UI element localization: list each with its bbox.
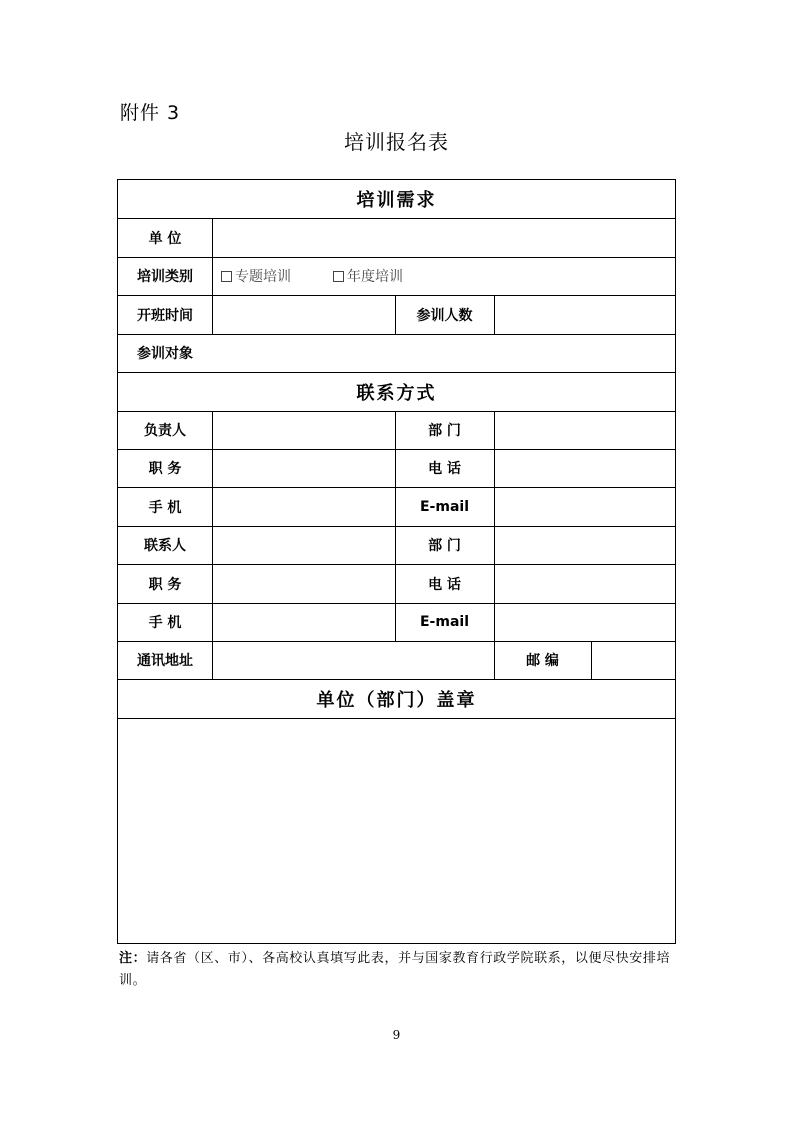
phone-label: 电 话: [428, 461, 461, 477]
contact-person-label: 联系人: [144, 538, 186, 554]
category-options: [221, 257, 661, 295]
start-time-field[interactable]: [213, 296, 394, 333]
option-annual-training[interactable]: [333, 266, 403, 286]
target-label: 参训对象: [137, 346, 193, 362]
category-label: 培训类别: [137, 269, 193, 285]
participants-label: 参训人数: [416, 307, 473, 324]
contact-email-label: E-mail: [419, 614, 469, 630]
contact-mobile-label: 手 机: [148, 615, 182, 631]
participants-field[interactable]: [495, 296, 675, 333]
contact-phone-label: 电 话: [428, 576, 461, 593]
target-field[interactable]: [213, 335, 675, 371]
postcode-label: 邮 编: [526, 653, 559, 669]
option-label: 专题培训: [235, 269, 291, 285]
contact-person-field[interactable]: [213, 527, 394, 563]
form-title: 培训报名表: [344, 130, 449, 154]
mobile-label: 手 机: [148, 499, 182, 516]
seal-area[interactable]: [118, 719, 675, 943]
contact-department-field[interactable]: [495, 527, 675, 563]
phone-field[interactable]: [495, 450, 675, 486]
email-label: E-mail: [419, 498, 469, 515]
note-label: 注：: [119, 951, 147, 966]
attachment-label: 附件 3: [120, 102, 181, 124]
contact-mobile-field[interactable]: [213, 604, 394, 640]
footnote: [119, 948, 676, 992]
option-special-training[interactable]: [221, 266, 291, 286]
contact-department-label: 部 门: [428, 538, 461, 554]
address-label: 通讯地址: [137, 653, 193, 669]
department-label: 部 门: [428, 423, 461, 439]
note-text: 请各省（区、市）、各高校认真填写此表，并与国家教育行政学院联系，以便尽快安排培训。: [119, 951, 671, 988]
registration-form: [117, 179, 676, 944]
person-in-charge-field[interactable]: [213, 412, 394, 448]
contact-phone-field[interactable]: [495, 565, 675, 602]
person-in-charge-label: 负责人: [144, 423, 186, 439]
mobile-field[interactable]: [213, 488, 394, 525]
address-field[interactable]: [213, 642, 493, 678]
position-field[interactable]: [213, 450, 394, 486]
checkbox-icon[interactable]: [333, 271, 344, 282]
postcode-field[interactable]: [592, 642, 675, 678]
unit-field[interactable]: [213, 219, 675, 256]
option-label: 年度培训: [347, 269, 403, 285]
email-field[interactable]: [495, 488, 675, 525]
section-training-needs: 培训需求: [356, 190, 437, 211]
unit-label: 单 位: [148, 230, 182, 247]
contact-position-field[interactable]: [213, 565, 394, 602]
position-label: 职 务: [148, 461, 182, 477]
contact-position-label: 职 务: [148, 576, 182, 593]
contact-email-field[interactable]: [495, 604, 675, 640]
department-field[interactable]: [495, 412, 675, 448]
page-number: 9: [392, 1028, 401, 1042]
section-contact: 联系方式: [356, 382, 437, 404]
section-seal: 单位（部门）盖章: [316, 689, 477, 711]
start-time-label: 开班时间: [137, 307, 193, 324]
checkbox-icon[interactable]: [221, 271, 232, 282]
